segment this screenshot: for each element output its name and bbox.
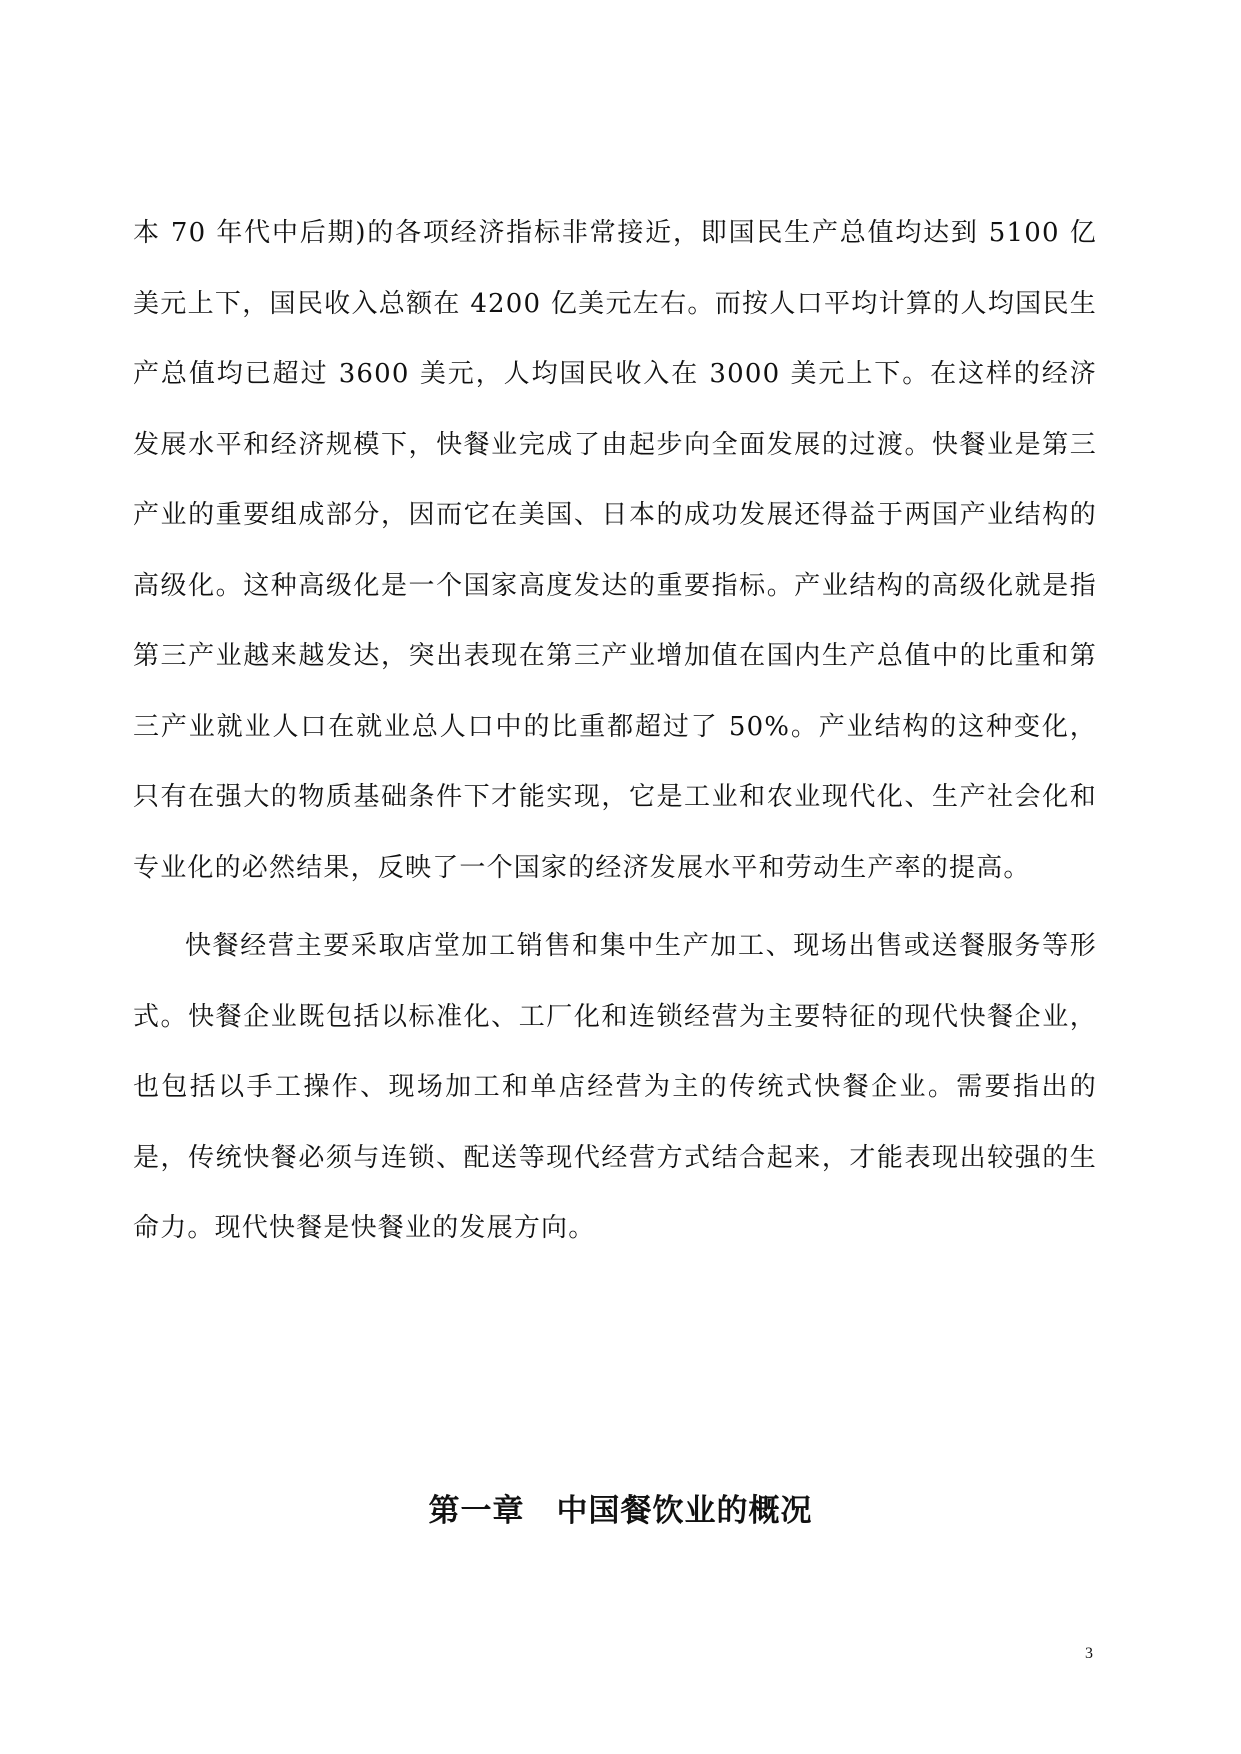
body-paragraph-1: 本 70 年代中后期)的各项经济指标非常接近，即国民生产总值均达到 5100 亿美元上下，国民收入总额在 4200 亿美元左右。而按人口平均计算的人均国民生产总值均已超过 3600 美元，人均国民收入在 3000 美元上下。在这样的经济发展水平和经济规模下，快餐业完成了由起步向全面发展的过渡。快餐业是第三产业的重要组成部分，因而它在美国、日本的成功发展还得益于两国产业结构的高级化。这种高级化是一个国家高度发达的重要指标。产业结构的高级化就是指第三产业越来越发达，突出表现在第三产业增加值在国内生产总值中的比重和第三产业就业人口在就业总人口中的比重都超过了 50%。产业结构的这种变化，只有在强大的物质基础条件下才能实现，它是工业和农业现代化、生产社会化和专业化的必然结果，反映了一个国家的经济发展水平和劳动生产率的提高。 — [133, 218, 1097, 883]
body-paragraph-2: 快餐经营主要采取店堂加工销售和集中生产加工、现场出售或送餐服务等形式。快餐企业既包括以标准化、工厂化和连锁经营为主要特征的现代快餐企业，也包括以手工操作、现场加工和单店经营为主的传统式快餐企业。需要指出的是，传统快餐必须与连锁、配送等现代经营方式结合起来，才能表现出较强的生命力。现代快餐是快餐业的发展方向。 — [133, 931, 1097, 1243]
chapter-heading: 第一章 中国餐饮业的概况 — [428, 1493, 813, 1529]
page-number: 3 — [1085, 1645, 1093, 1662]
